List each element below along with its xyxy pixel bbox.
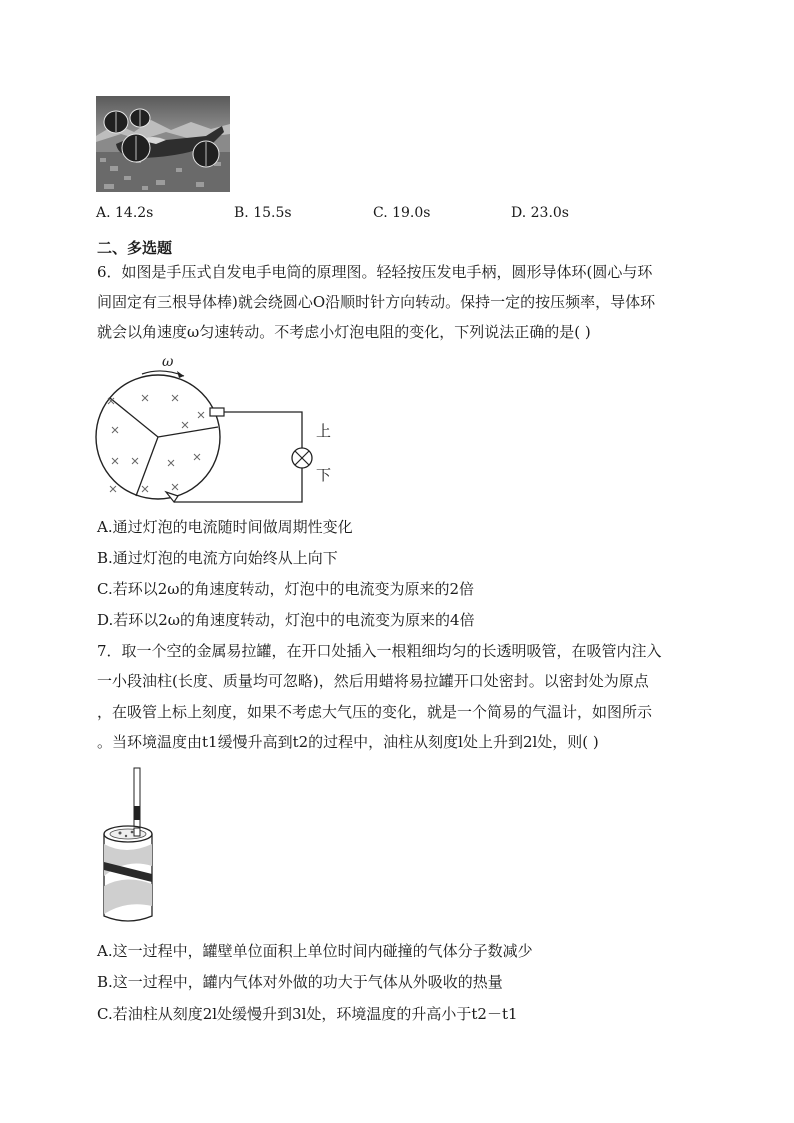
bulb-icon <box>292 448 312 468</box>
label-up: 上 <box>316 422 332 440</box>
q6-option-c: C.若环以2ω的角速度转动，灯泡中的电流变为原来的2倍 <box>97 580 475 598</box>
q7-stem-line-2: 一小段油柱(长度、质量均可忽略)，然后用蜡将易拉罐开口处密封。以密封处为原点 <box>97 672 649 690</box>
section-title: 二、多选题 <box>97 239 173 257</box>
q7-option-c: C.若油柱从刻度2l处缓慢升到3l处，环境温度的升高小于t2－t1 <box>97 1005 518 1023</box>
q6-circuit-figure <box>90 352 340 512</box>
q5-option-a: A. 14.2s <box>96 205 154 221</box>
label-down: 下 <box>316 466 332 484</box>
flying-car-photo <box>96 96 230 192</box>
q6-option-b: B.通过灯泡的电流方向始终从上向下 <box>97 549 338 567</box>
q5-option-d: D. 23.0s <box>511 205 569 221</box>
q6-option-d: D.若环以2ω的角速度转动，灯泡中的电流变为原来的4倍 <box>97 611 475 629</box>
q6-stem-line-2: 间固定有三根导体棒)就会绕圆心O沿顺时针方向转动。保持一定的按压频率，导体环 <box>97 293 656 311</box>
q7-option-b: B.这一过程中，罐内气体对外做的功大于气体从外吸收的热量 <box>97 973 503 991</box>
q7-stem-line-3: ，在吸管上标上刻度，如果不考虑大气压的变化，就是一个简易的气温计，如图所示 <box>97 703 653 721</box>
q7-stem-line-4: 。当环境温度由t1缓慢升高到t2的过程中，油柱从刻度l处上升到2l处，则( ) <box>97 733 599 751</box>
q7-stem-line-1: 7．取一个空的金属易拉罐，在开口处插入一根粗细均匀的长透明吸管，在吸管内注入 <box>97 642 662 660</box>
q6-stem-line-1: 6．如图是手压式自发电手电筒的原理图。轻轻按压发电手柄，圆形导体环(圆心与环 <box>97 263 653 281</box>
q7-option-a: A.这一过程中，罐壁单位面积上单位时间内碰撞的气体分子数减少 <box>97 942 533 960</box>
q6-stem-line-3: 就会以角速度ω匀速转动。不考虑小灯泡电阻的变化，下列说法正确的是( ) <box>97 323 591 341</box>
q5-option-b: B. 15.5s <box>234 205 292 221</box>
q5-option-c: C. 19.0s <box>373 205 431 221</box>
q6-option-a: A.通过灯泡的电流随时间做周期性变化 <box>97 518 353 536</box>
omega-label: ω <box>162 354 174 370</box>
q7-can-figure <box>96 766 166 928</box>
